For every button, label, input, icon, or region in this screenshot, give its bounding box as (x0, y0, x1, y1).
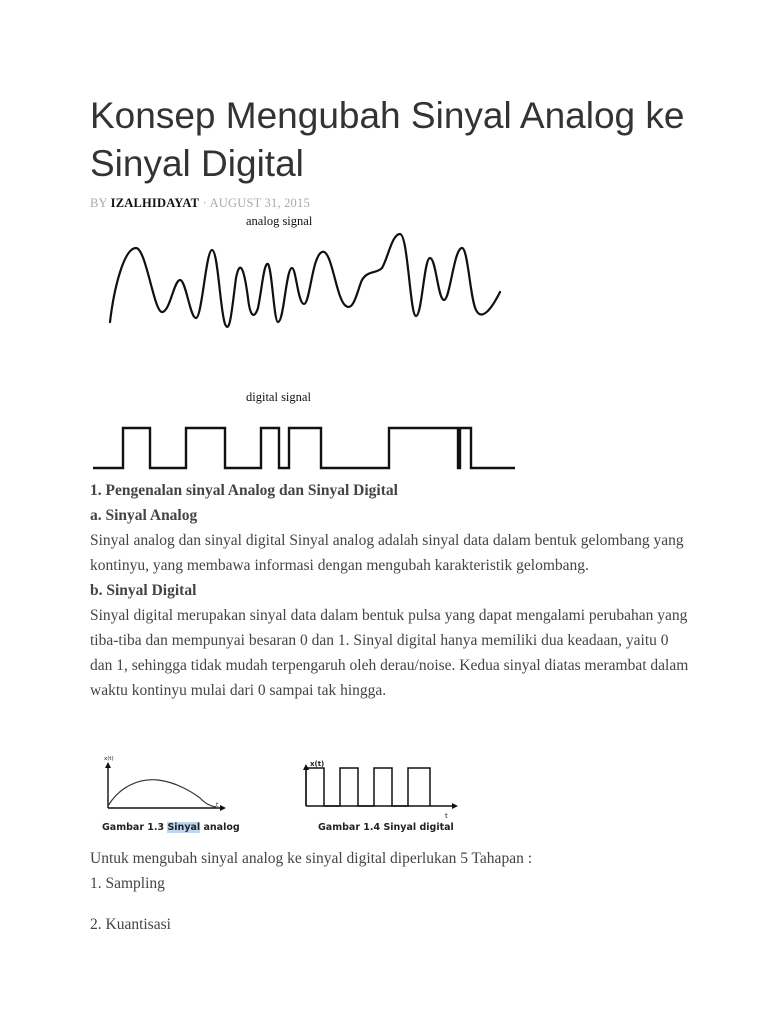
steps-section (90, 846, 690, 937)
step-spacer (90, 896, 690, 912)
analog-figure-ylabel: x(t) (104, 756, 114, 762)
analog-figure-xlabel: t (216, 802, 219, 809)
section-heading-pengenalan: 1. Pengenalan sinyal Analog dan Sinyal Digital (90, 482, 398, 499)
subheading-sinyal-digital: b. Sinyal Digital (90, 582, 197, 599)
author-link[interactable]: IZALHIDAYAT (110, 196, 200, 210)
article-byline (90, 196, 310, 211)
subheading-sinyal-analog: a. Sinyal Analog (90, 507, 198, 524)
publish-date: AUGUST 31, 2015 (209, 196, 310, 210)
analog-signal-waveform (100, 228, 510, 338)
digital-figure-ylabel: x(t) (310, 760, 325, 768)
digital-signal-waveform (90, 422, 520, 474)
figure-1-3-caption-highlight: Sinyal (167, 822, 201, 833)
byline-by: BY (90, 196, 108, 210)
step-sampling: 1. Sampling (90, 875, 165, 892)
step-kuantisasi: 2. Kuantisasi (90, 916, 171, 933)
digital-signal-label: digital signal (246, 390, 311, 404)
figure-1-4-caption: Gambar 1.4 Sinyal digital (318, 822, 454, 833)
byline-separator: · (202, 196, 207, 210)
figure-1-3-caption (102, 822, 240, 833)
figure-1-3-caption-prefix: Gambar 1.3 (102, 822, 165, 833)
analog-figure-plot (96, 758, 266, 818)
paragraph-sinyal-digital: Sinyal digital merupakan sinyal data dalam bentuk pulsa yang dapat mengalami perubahan yang tiba-tiba dan mempunyai besaran 0 dan 1. Sinyal digital hanya memiliki dua keadaan, yaitu 0 dan 1, sehingga tidak mudah terpengaruh oleh derau/noise. Kedua sinyal diatas merambat dalam waktu kontinyu mulai dari 0 sampai tak hingga. (90, 607, 689, 699)
figure-1-3-caption-suffix: analog (203, 822, 240, 833)
figure-1-4-digital (296, 758, 466, 840)
digital-figure-xlabel: t (445, 812, 448, 820)
article-body (90, 478, 690, 703)
figure-1-3-analog (96, 758, 266, 840)
analog-signal-label: analog signal (246, 214, 313, 228)
paragraph-sinyal-analog: Sinyal analog dan sinyal digital Sinyal analog adalah sinyal data dalam bentuk gelombang yang kontinyu, yang membawa informasi dengan mengubah karakteristik gelombang. (90, 532, 684, 574)
steps-intro: Untuk mengubah sinyal analog ke sinyal digital diperlukan 5 Tahapan : (90, 850, 532, 867)
article-title: Konsep Mengubah Sinyal Analog ke Sinyal Digital (90, 95, 685, 184)
